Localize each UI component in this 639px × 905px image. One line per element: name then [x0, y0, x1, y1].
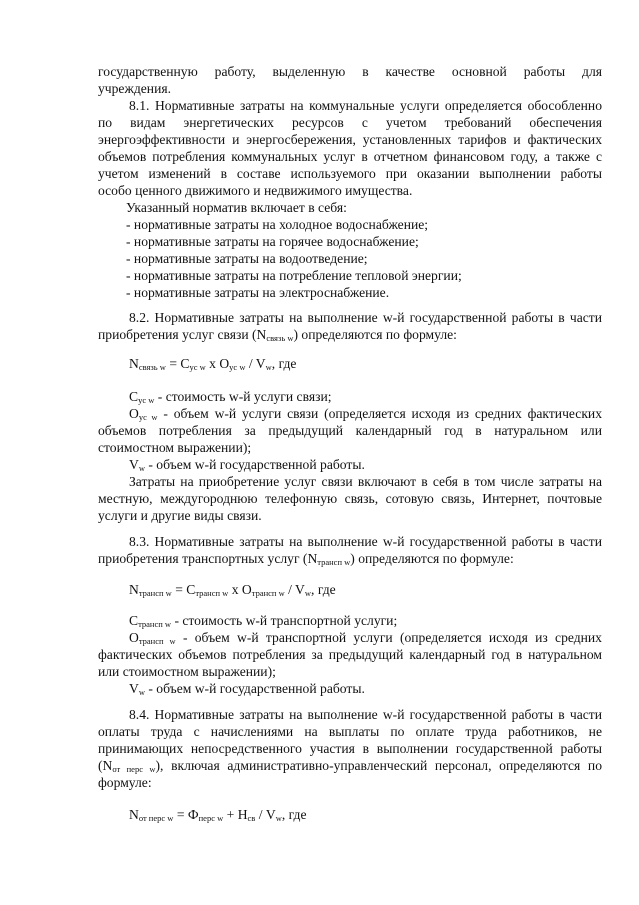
- s84-line-3: принимающих непосредственного участия в выполнении государственной работы: [98, 741, 602, 756]
- s84-line-2: оплаты труда с начислениями на выплаты по оплате труда работников, не: [98, 724, 602, 739]
- s81-line-2: по видам энергетических ресурсов с учетом требований обеспечения: [98, 115, 602, 130]
- s83-line-1: 8.3. Нормативные затраты на выполнение w-й государственной работы в части: [129, 534, 602, 549]
- s81-item-3: - нормативные затраты на водоотведение;: [126, 251, 368, 266]
- formula-transport: $N_{трансп w} = C_{трансп w}$ x $O_{трансп w} / V_w$, где: [129, 582, 336, 598]
- s81-line-3: энергоэффективности и энергосбережения, установленных тарифов и фактических: [98, 132, 602, 147]
- s83-def-o-line-2: фактических объемов потребления за предыдущий календарный год в натуральном: [98, 647, 602, 662]
- s81-item-2: - нормативные затраты на горячее водоснабжение;: [126, 234, 419, 249]
- s81-line-1: 8.1. Нормативные затраты на коммунальные услуги определяется обособленно: [129, 98, 602, 113]
- s82-def-o-line-1: $O_{ус w}$ - объем w-й услуги связи (определяется исходя из средних фактических: [129, 406, 602, 422]
- s82-def-o-line-3: стоимостном выражении);: [98, 440, 252, 455]
- s83-def-c: $C_{трансп w}$ - стоимость w-й транспортной услуги;: [129, 613, 398, 629]
- s83-def-o-line-3: или стоимостном выражении);: [98, 664, 276, 679]
- s82-line-2: приобретения услуг связи $(N_{связь w})$ определяются по формуле:: [98, 327, 457, 343]
- s84-line-1: 8.4. Нормативные затраты на выполнение w-й государственной работы в части: [129, 707, 602, 722]
- intro-line-1: государственную работу, выделенную в качестве основной работы для: [98, 64, 602, 79]
- s84-line-4: $(N_{от перс w})$, включая административно-управленческий персонал, определяются по: [98, 758, 602, 774]
- s82-def-o-line-2: объемов потребления за предыдущий календарный год в натуральном или: [98, 423, 602, 438]
- s84-line-5: формуле:: [98, 775, 152, 790]
- s81-line-4: объемов потребления коммунальных услуг в отчетном финансовом году, а также с: [98, 149, 602, 164]
- intro-line-2: учреждения.: [98, 81, 172, 96]
- s82-note-line-1: Затраты на приобретение услуг связи включают в себя в том числе затраты на: [129, 474, 602, 489]
- s81-includes: Указанный норматив включает в себя:: [126, 200, 347, 215]
- s82-note-line-2: местную, междугороднюю телефонную связь, сотовую связь, Интернет, почтовые: [98, 491, 602, 506]
- s81-line-5: учетом изменений в составе используемого при оказании выполнении работы: [98, 166, 602, 181]
- s83-def-v: $V_w$ - объем w-й государственной работы.: [129, 681, 365, 697]
- s81-item-4: - нормативные затраты на потребление тепловой энергии;: [126, 268, 462, 283]
- s82-note-line-3: услуги и другие виды связи.: [98, 508, 262, 523]
- s82-def-v: $V_w$ - объем w-й государственной работы.: [129, 457, 365, 473]
- s82-line-1: 8.2. Нормативные затраты на выполнение w-й государственной работы в части: [129, 310, 602, 325]
- s83-def-o-line-1: $O_{трансп w}$ - объем w-й транспортной услуги (определяется исходя из средних: [129, 630, 602, 646]
- s82-def-c: $C_{ус w}$ - стоимость w-й услуги связи;: [129, 389, 332, 405]
- s81-item-1: - нормативные затраты на холодное водоснабжение;: [126, 217, 429, 232]
- formula-staff: $N_{от перс w} = Ф_{перс w} + H_{св} / V_w$, где: [129, 807, 307, 823]
- formula-communication: $N_{связь w} = C_{ус w}$ x $O_{ус w} / V_w$, где: [129, 356, 297, 372]
- s81-line-6: особо ценного движимого и недвижимого имущества.: [98, 183, 413, 198]
- s83-line-2: приобретения транспортных услуг $(N_{трансп w})$ определяются по формуле:: [98, 551, 514, 567]
- s81-item-5: - нормативные затраты на электроснабжение.: [126, 285, 390, 300]
